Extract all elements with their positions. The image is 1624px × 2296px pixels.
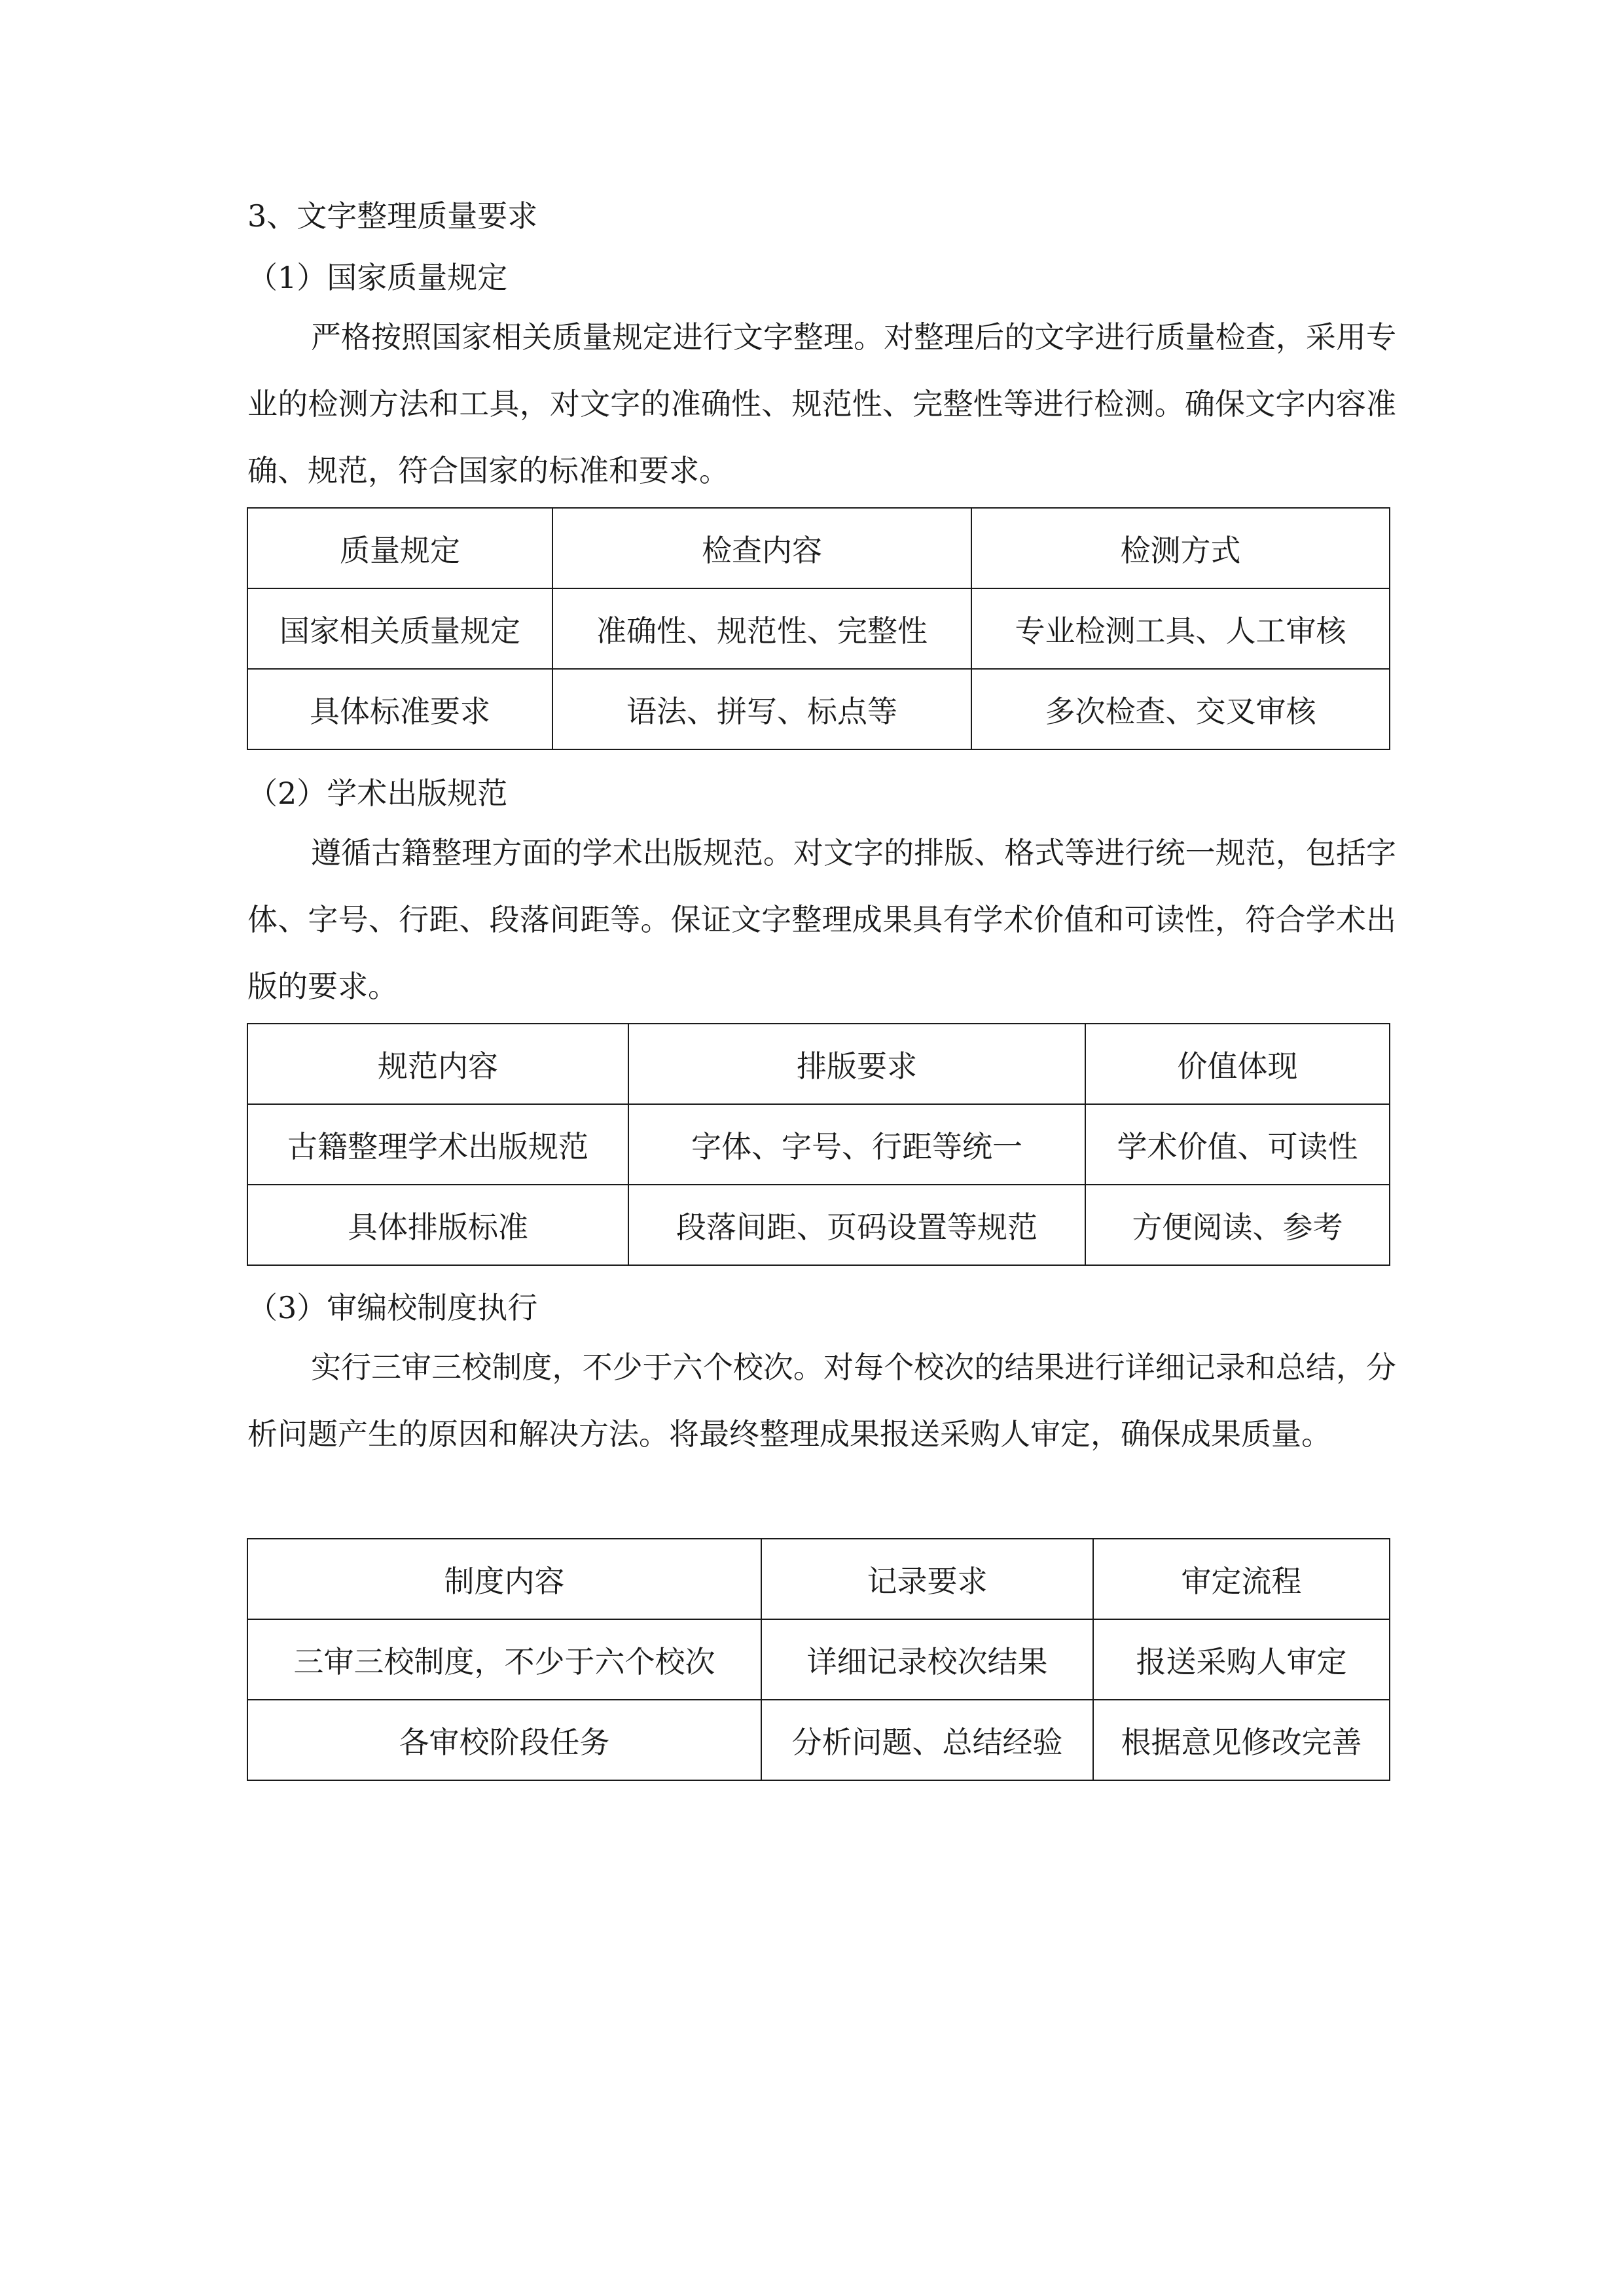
table-row <box>247 588 1390 669</box>
table-header-cell: 审定流程 <box>1093 1539 1390 1619</box>
table-cell: 报送采购人审定 <box>1093 1619 1390 1700</box>
table-cell: 具体排版标准 <box>247 1185 628 1265</box>
table-header-cell: 制度内容 <box>247 1539 761 1619</box>
table-cell: 准确性、规范性、完整性 <box>552 588 971 669</box>
subsection-heading: （2）学术出版规范 <box>247 776 508 811</box>
table-header-row <box>247 1024 1390 1104</box>
table-cell: 专业检测工具、人工审核 <box>971 588 1390 669</box>
table-header-cell: 规范内容 <box>247 1024 628 1104</box>
table-cell: 方便阅读、参考 <box>1085 1185 1390 1265</box>
table-cell: 多次检查、交叉审核 <box>971 669 1390 749</box>
table-cell: 详细记录校次结果 <box>761 1619 1093 1700</box>
table-header-cell: 检测方式 <box>971 508 1390 588</box>
table-row <box>247 1619 1390 1700</box>
table-cell: 语法、拼写、标点等 <box>552 669 971 749</box>
publishing-table <box>247 1023 1390 1266</box>
table-header-cell: 检查内容 <box>552 508 971 588</box>
section-title: 3、文字整理质量要求 <box>247 198 538 234</box>
subsection-heading: （3）审编校制度执行 <box>247 1290 538 1325</box>
table-cell: 三审三校制度，不少于六个校次 <box>247 1619 761 1700</box>
table-cell: 各审校阶段任务 <box>247 1700 761 1780</box>
review-table <box>247 1538 1390 1781</box>
table-cell: 字体、字号、行距等统一 <box>628 1104 1085 1185</box>
body-paragraph: 实行三审三校制度，不少于六个校次。对每个校次的结果进行详细记录和总结，分析问题产生的原因和解决方法。将最终整理成果报送采购人审定，确保成果质量。 <box>247 1350 1396 1452</box>
table-cell: 段落间距、页码设置等规范 <box>628 1185 1085 1265</box>
table-row <box>247 1700 1390 1780</box>
table-header-cell: 记录要求 <box>761 1539 1093 1619</box>
table-row <box>247 669 1390 749</box>
table-cell: 学术价值、可读性 <box>1085 1104 1390 1185</box>
body-paragraph: 严格按照国家相关质量规定进行文字整理。对整理后的文字进行质量检查，采用专业的检测方法和工具，对文字的准确性、规范性、完整性等进行检测。确保文字内容准确、规范，符合国家的标准和要求。 <box>247 319 1396 488</box>
table-cell: 分析问题、总结经验 <box>761 1700 1093 1780</box>
body-paragraph: 遵循古籍整理方面的学术出版规范。对文字的排版、格式等进行统一规范，包括字体、字号、行距、段落间距等。保证文字整理成果具有学术价值和可读性，符合学术出版的要求。 <box>247 835 1396 1004</box>
table-header-cell: 价值体现 <box>1085 1024 1390 1104</box>
table-header-cell: 排版要求 <box>628 1024 1085 1104</box>
table-header-cell: 质量规定 <box>247 508 552 588</box>
subsection-heading: （1）国家质量规定 <box>247 260 508 295</box>
table-row <box>247 1104 1390 1185</box>
table-cell: 国家相关质量规定 <box>247 588 552 669</box>
table-cell: 根据意见修改完善 <box>1093 1700 1390 1780</box>
table-header-row <box>247 508 1390 588</box>
table-row <box>247 1185 1390 1265</box>
table-cell: 具体标准要求 <box>247 669 552 749</box>
table-header-row <box>247 1539 1390 1619</box>
quality-table <box>247 507 1390 750</box>
table-cell: 古籍整理学术出版规范 <box>247 1104 628 1185</box>
